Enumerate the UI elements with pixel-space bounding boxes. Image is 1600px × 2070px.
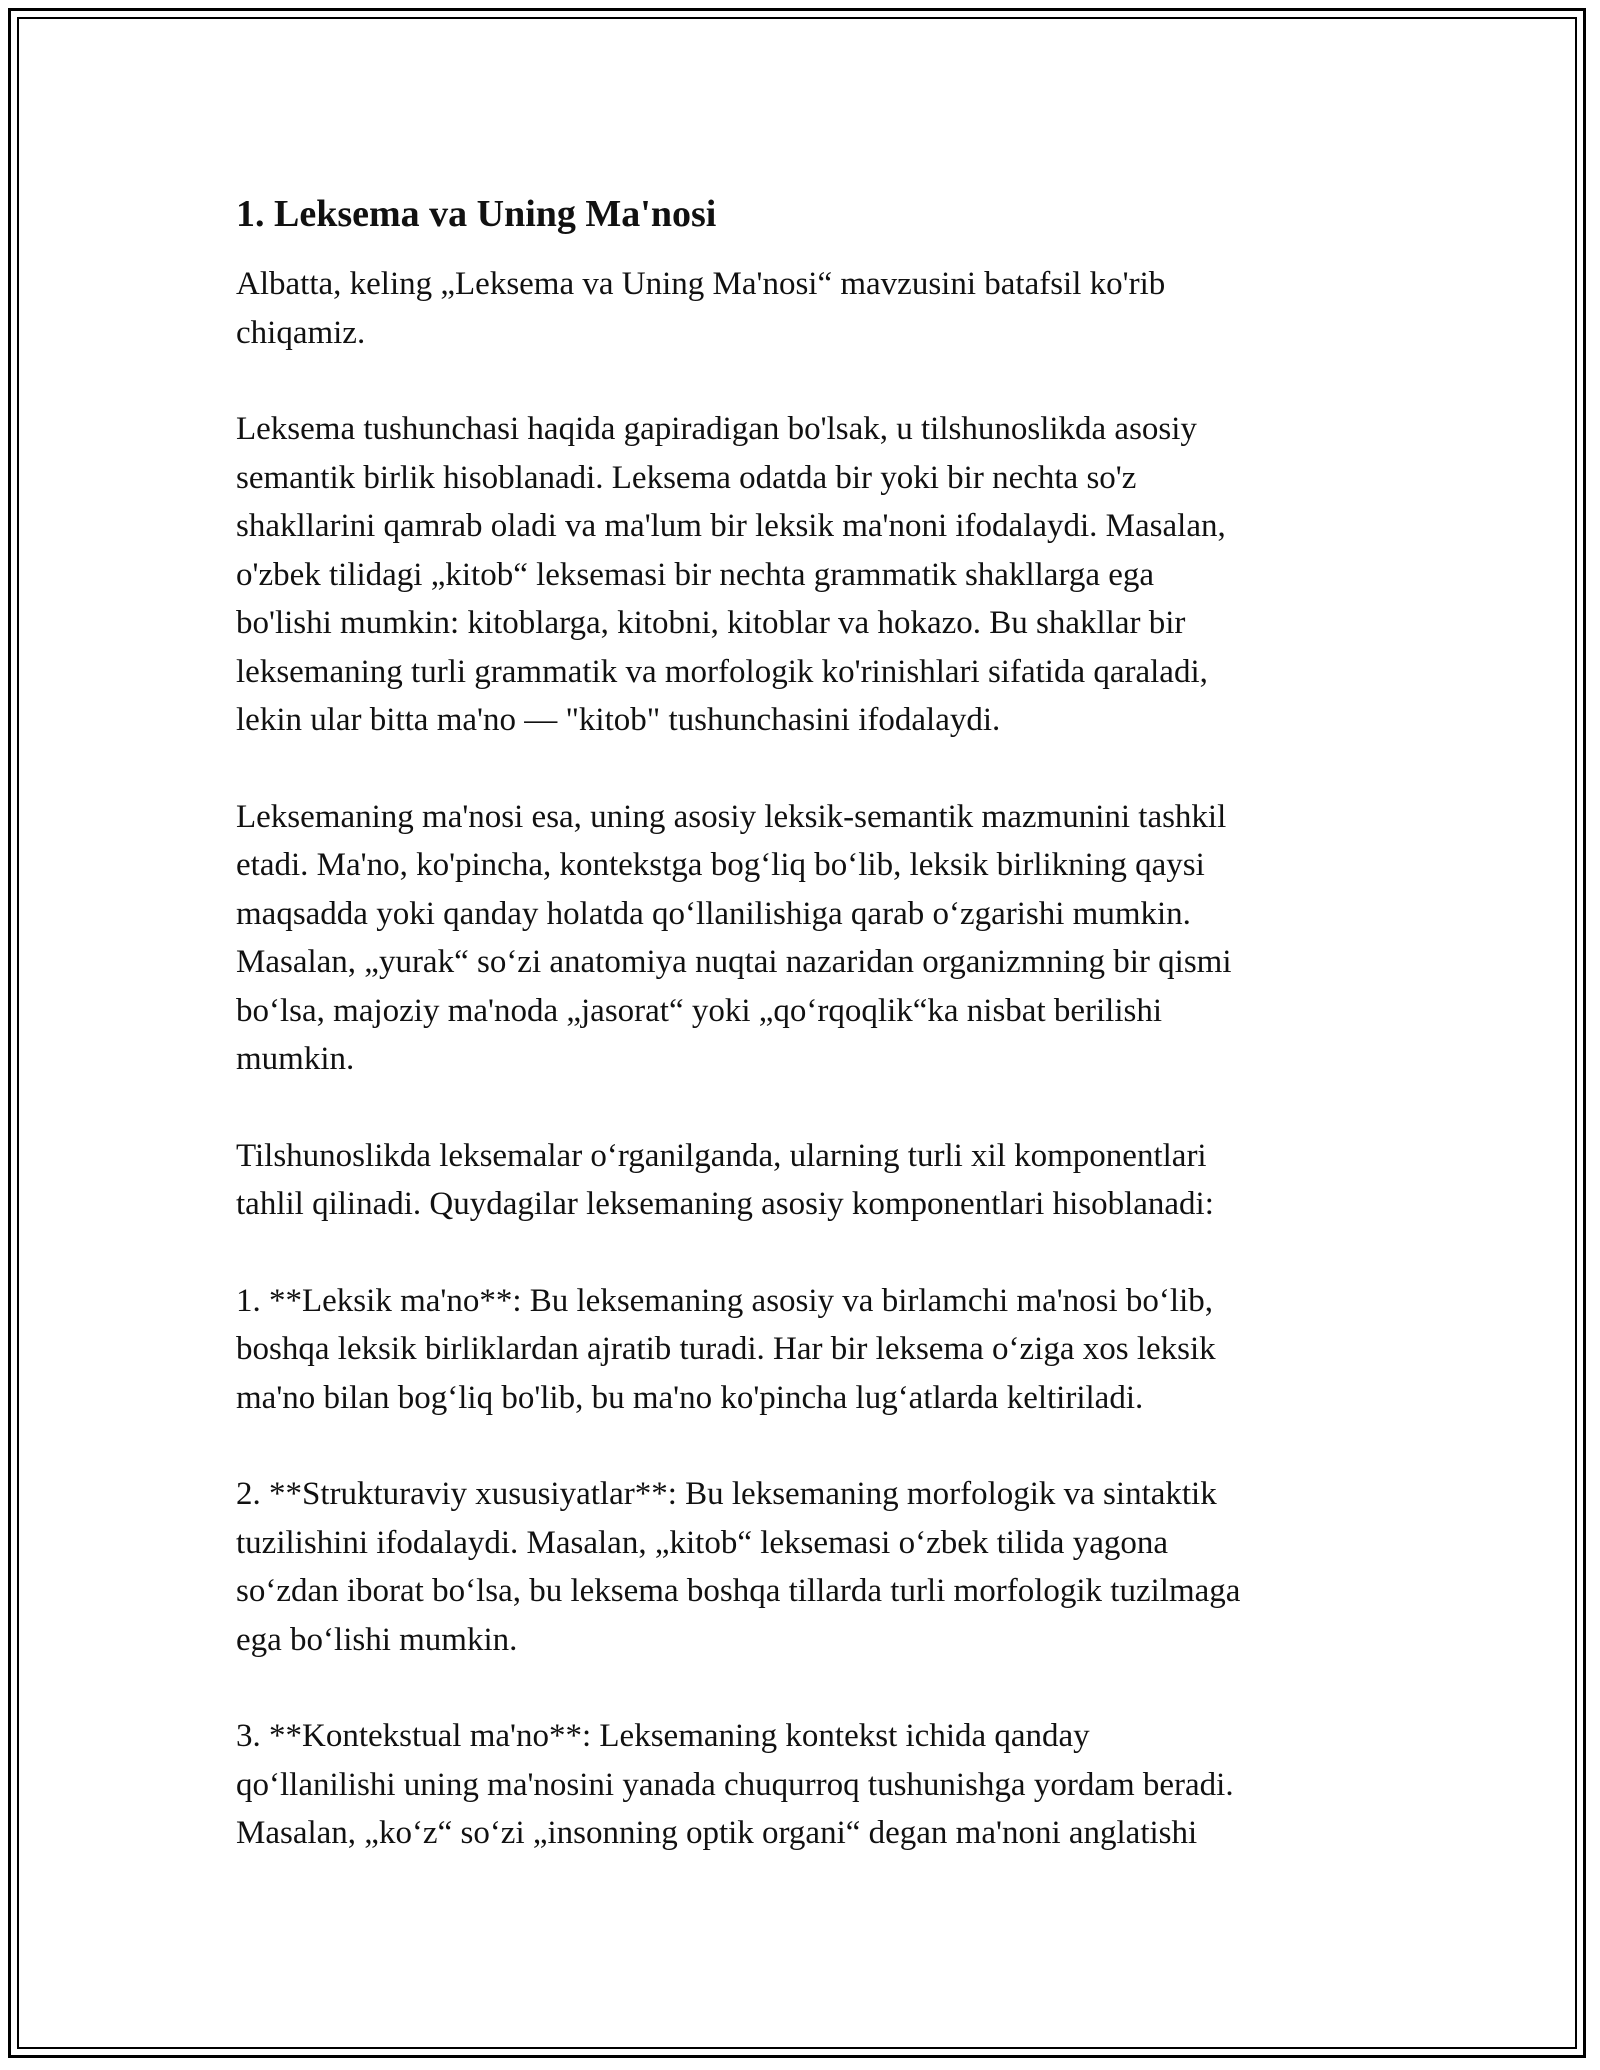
paragraph-components-intro: Tilshunoslikda leksemalar o‘rganilganda, ularning turli xil komponentlari tahlil qilinadi. Quydagilar leksemaning asosiy komponentlari hisoblanadi: [236, 1137, 1214, 1222]
section-heading: 1. Leksema va Uning Ma'nosi [236, 193, 717, 235]
list-item-lexical-meaning: 1. **Leksik ma'no**: Bu leksemaning asosiy va birlamchi ma'nosi bo‘lib, boshqa leksik birliklardan ajratib turadi. Har bir leksema o‘ziga xos leksik ma'no bilan bog‘liq bo'lib, bu ma'no ko'pincha lug‘atlarda keltiriladi. [236, 1282, 1216, 1416]
paragraph-lexeme-concept: Leksema tushunchasi haqida gapiradigan bo'lsak, u tilshunoslikda asosiy semantik birlik hisoblanadi. Leksema odatda bir yoki bir nechta so'z shakllarini qamrab oladi va ma'lum bir leksik ma'noni ifodalaydi. Masalan, o'zbek tilidagi „kitob“ leksemasi bir nechta grammatik shakllarga ega bo'lishi mumkin: kitoblarga, kitobni, kitoblar va hokazo. Bu shakllar bir leksemaning turli grammatik va morfologik ko'rinishlari sifatida qaraladi, lekin ular bitta ma'no — "kitob" tushunchasini ifodalaydi. [236, 411, 1226, 738]
paragraph-lexeme-meaning: Leksemaning ma'nosi esa, uning asosiy leksik-semantik mazmunini tashkil etadi. Ma'no, ko'pincha, kontekstga bog‘liq bo‘lib, leksik birlikning qaysi maqsadda yoki qanday holatda qo‘llanilishiga qarab o‘zgarishi mumkin. Masalan, „yurak“ so‘zi anatomiya nuqtai nazaridan organizmning bir qismi bo‘lsa, majoziy ma'noda „jasorat“ yoki „qo‘rqoqlik“ka nisbat berilishi mumkin. [236, 798, 1232, 1077]
paragraph-intro: Albatta, keling „Leksema va Uning Ma'nosi“ mavzusini batafsil ko'rib chiqamiz. [236, 266, 1166, 351]
list-item-structural-features: 2. **Strukturaviy xususiyatlar**: Bu leksemaning morfologik va sintaktik tuzilishini ifodalaydi. Masalan, „kitob“ leksemasi o‘zbek tilida yagona so‘zdan iborat bo‘lsa, bu leksema boshqa tillarda turli morfologik tuzilmaga ega bo‘lishi mumkin. [236, 1476, 1241, 1658]
list-item-contextual-meaning: 3. **Kontekstual ma'no**: Leksemaning kontekst ichida qanday qo‘llanilishi uning ma'nosini yanada chuqurroq tushunishga yordam beradi. Masalan, „ko‘z“ so‘zi „insonning optik organi“ degan ma'noni anglatishi [236, 1718, 1234, 1851]
document-body [236, 186, 1366, 1906]
